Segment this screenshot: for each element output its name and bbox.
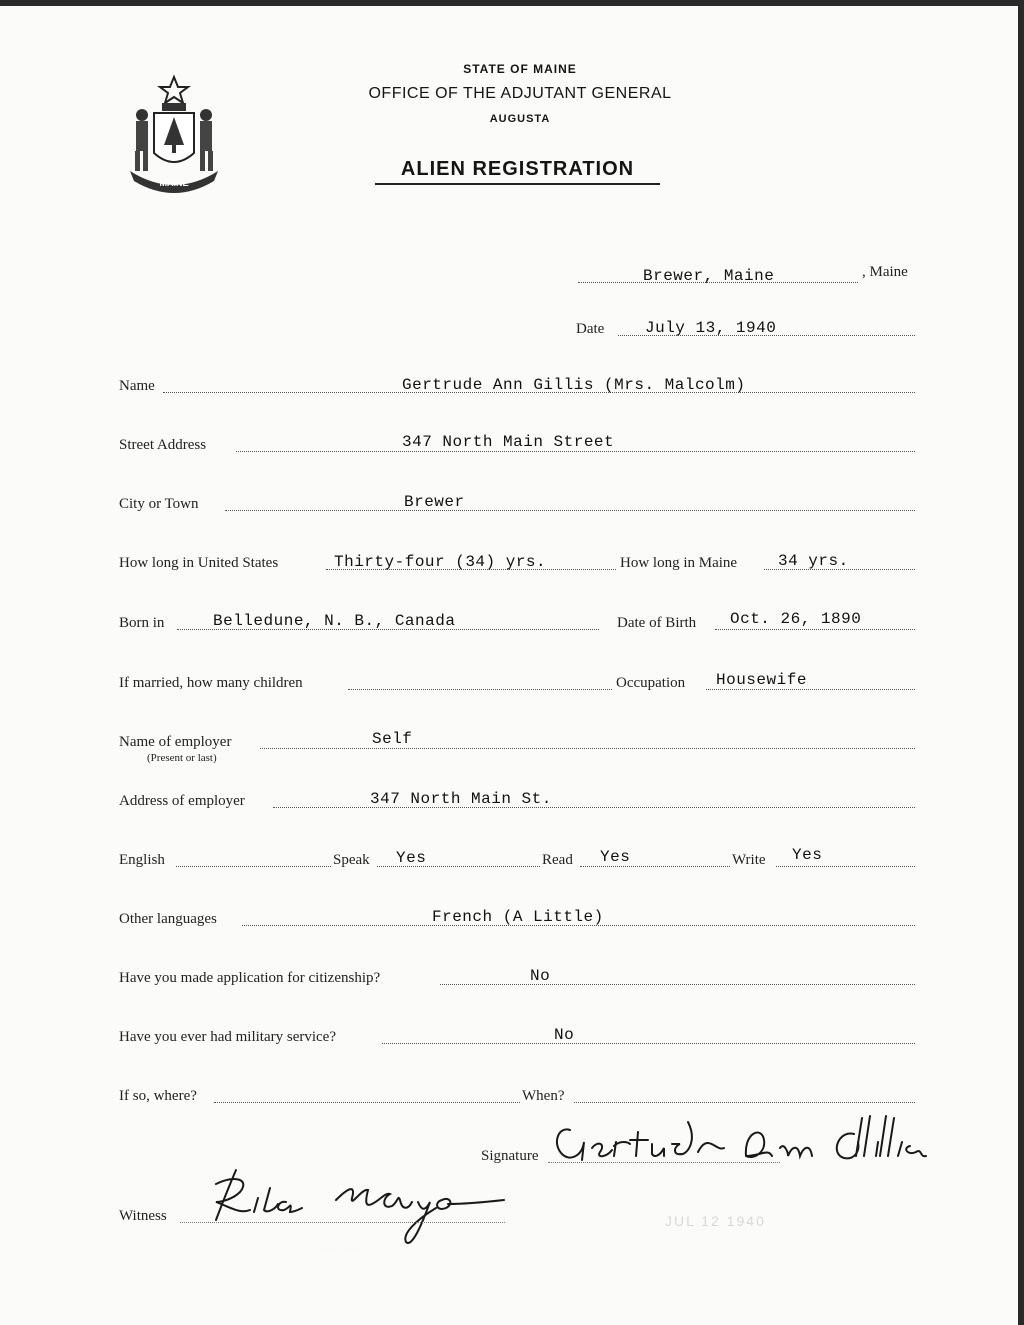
born-in-value: Belledune, N. B., Canada	[213, 612, 456, 630]
scan-edge-top	[0, 0, 1024, 6]
us-time-label: How long in United States	[119, 555, 279, 571]
date-label: Date	[576, 321, 605, 337]
military-value: No	[554, 1026, 575, 1044]
maine-time-value: 34 yrs.	[778, 552, 849, 570]
write-line	[776, 866, 915, 867]
citizenship-value: No	[530, 967, 551, 985]
birth-date-line	[715, 629, 915, 630]
occupation-line	[706, 689, 915, 690]
other-languages-value: French (A Little)	[432, 908, 604, 926]
where-label: If so, where?	[119, 1088, 197, 1104]
birth-date-value: Oct. 26, 1890	[730, 610, 862, 628]
header-state: STATE OF MAINE	[463, 62, 577, 76]
military-line	[382, 1043, 915, 1044]
employer-value: Self	[372, 730, 413, 748]
name-label: Name	[119, 378, 155, 394]
date-value: July 13, 1940	[645, 319, 777, 337]
witness-handwriting	[186, 1164, 512, 1254]
employer-label: Name of employer	[119, 734, 232, 750]
citizenship-label: Have you made application for citizenship?	[119, 970, 381, 986]
other-languages-label: Other languages	[119, 911, 217, 927]
employer-line	[260, 748, 915, 749]
form-title: ALIEN REGISTRATION	[375, 158, 660, 185]
read-value: Yes	[600, 848, 631, 866]
where-line	[214, 1102, 520, 1103]
maine-time-label: How long in Maine	[620, 555, 738, 571]
place-value: Brewer, Maine	[643, 267, 775, 285]
occupation-label: Occupation	[616, 675, 686, 691]
maine-seal-icon	[122, 75, 226, 197]
signature-text: Gertrude Ann Gillis	[698, 1162, 798, 1172]
street-line	[236, 451, 915, 452]
english-line	[176, 866, 331, 867]
read-line	[580, 866, 730, 867]
write-label: Write	[732, 852, 766, 868]
signature-handwriting	[548, 1112, 948, 1172]
place-suffix: , Maine	[862, 264, 908, 280]
signature-label: Signature	[481, 1148, 539, 1164]
employer-address-label: Address of employer	[119, 793, 245, 809]
citizenship-line	[440, 984, 915, 985]
speak-label: Speak	[333, 852, 370, 868]
city-line	[225, 510, 915, 511]
military-label: Have you ever had military service?	[119, 1029, 336, 1045]
header-city: AUGUSTA	[489, 113, 551, 125]
witness-line	[180, 1222, 505, 1223]
signature-line	[548, 1162, 780, 1163]
when-line	[574, 1102, 915, 1103]
birth-date-label: Date of Birth	[617, 615, 697, 631]
us-time-value: Thirty-four (34) yrs.	[334, 553, 547, 571]
scan-edge-right	[1018, 0, 1024, 1325]
employer-sublabel: (Present or last)	[147, 752, 217, 764]
english-label: English	[119, 852, 165, 868]
occupation-value: Housewife	[716, 671, 807, 689]
speak-value: Yes	[396, 849, 427, 867]
witness-label: Witness	[119, 1208, 167, 1224]
witness-text: Rita Mayo	[320, 1244, 372, 1254]
read-label: Read	[542, 852, 573, 868]
street-label: Street Address	[119, 437, 207, 453]
when-label: When?	[522, 1088, 565, 1104]
city-label: City or Town	[119, 496, 199, 512]
born-in-label: Born in	[119, 615, 165, 631]
write-value: Yes	[792, 846, 823, 864]
street-value: 347 North Main Street	[402, 433, 615, 451]
children-label: If married, how many children	[119, 675, 303, 691]
city-value: Brewer	[404, 493, 465, 511]
employer-address-value: 347 North Main St.	[370, 790, 552, 808]
seal-banner-text: MAINE	[159, 178, 189, 188]
name-value: Gertrude Ann Gillis (Mrs. Malcolm)	[402, 376, 746, 394]
header-office: OFFICE OF THE ADJUTANT GENERAL	[368, 85, 672, 102]
children-line	[348, 689, 612, 690]
received-stamp: JUL 12 1940	[665, 1213, 766, 1229]
